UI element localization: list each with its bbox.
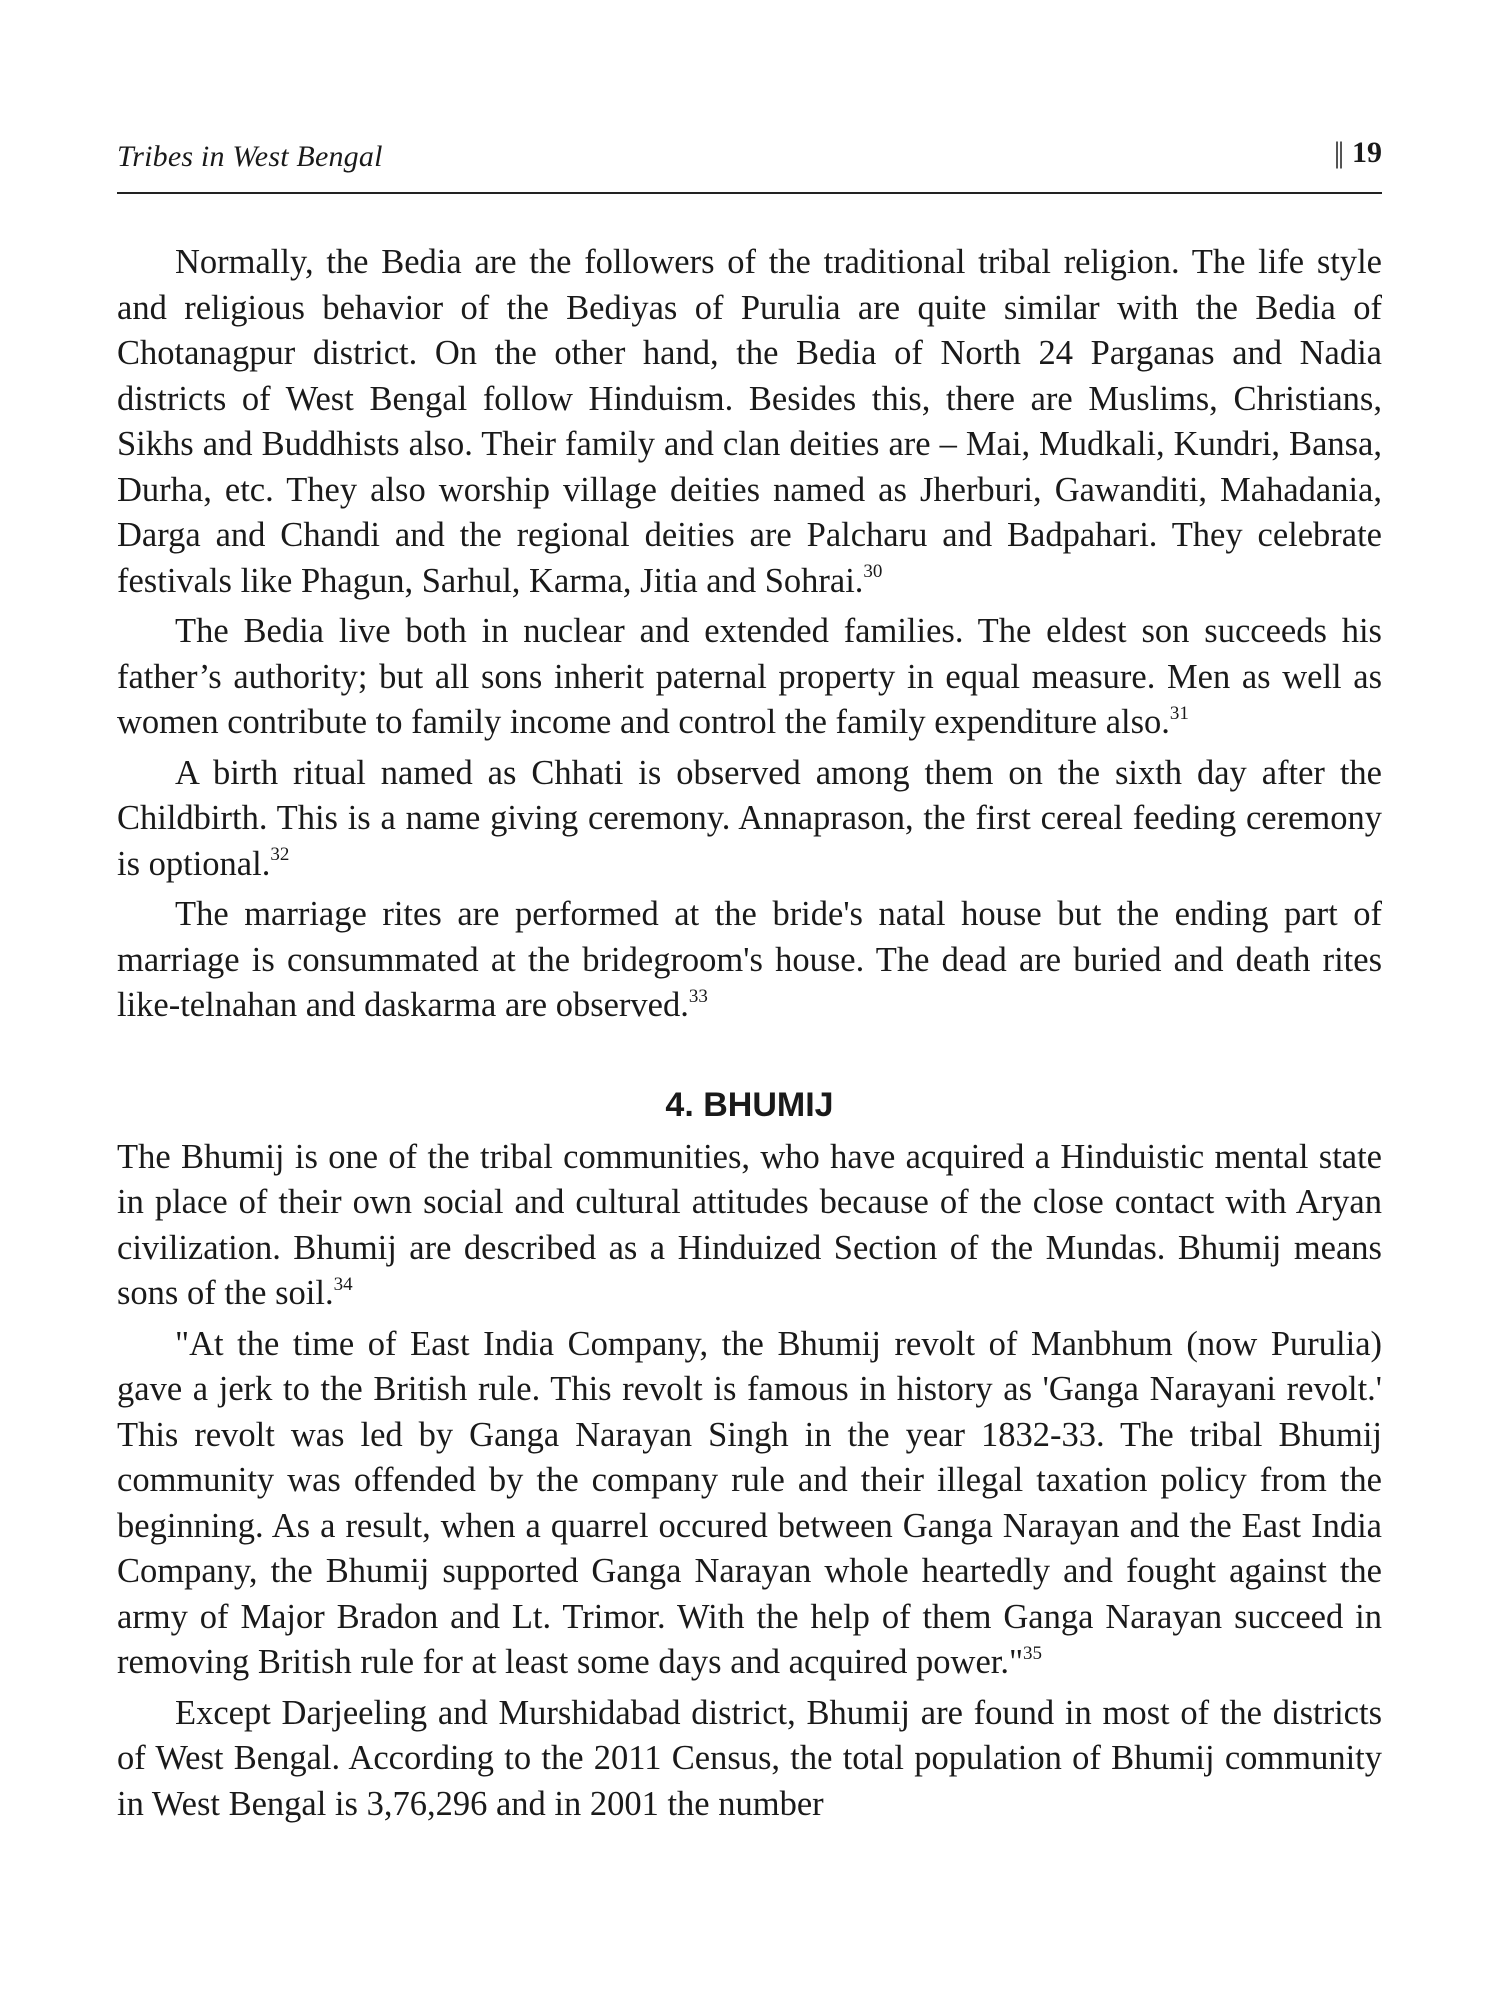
paragraph-bedia-marriage: The marriage rites are performed at the bride's natal house but the ending part of marriage is consummated at the bridegroom's house. The dead are buried and death rites like-telnahan and daskarma are observed.$^{33}$ [117, 895, 1382, 1024]
running-title: Tribes in West Bengal [117, 140, 383, 173]
footnote-ref: 34 [333, 1273, 353, 1295]
paragraph-bedia-birth-ritual: A birth ritual named as Chhati is observed among them on the sixth day after the Childbirth. This is a name giving ceremony. Annaprason, the first cereal feeding ceremony is optional.$^{32}$ [117, 753, 1382, 883]
paragraph-bhumij-intro: The Bhumij is one of the tribal communities, who have acquired a Hinduistic mental state in place of their own social and cultural attitudes because of the close contact with Aryan civilization. Bhumij are described as a Hinduized Section of the Mundas. Bhumij means sons of the soil.$^{34}$ [117, 1137, 1382, 1312]
footnote-ref: 30 [863, 561, 883, 582]
paragraph-bhumij-revolt: "At the time of East India Company, the Bhumij revolt of Manbhum (now Purulia) gave a jerk to the British rule. This revolt is famous in history as 'Ganga Narayani revolt.' This revolt was led by Ganga Narayan Singh in the year 1832-33. The tribal Bhumij community was offended by the company rule and their illegal taxation policy from the beginning. As a result, when a quarrel occured between Ganga Narayan and the East India Company, the Bhumij supported Ganga Narayan whole heartedly and fought against the army of Major Bradon and Lt. Trimor. With the help of them Ganga Narayan succeed in removing British rule for at least some days and acquired power."$^{35}$ [117, 1324, 1382, 1681]
section-heading: 4. BHUMIJ [665, 1085, 834, 1124]
body-text [117, 240, 1382, 1827]
paragraph-bedia-religion: Normally, the Bedia are the followers of the traditional tribal religion. The life style and religious behavior of the Bediyas of Purulia are quite similar with the Bedia of Chotanagpur district. On the other hand, the Bedia of North 24 Parganas and Nadia districts of West Bengal follow Hinduism. Besides this, there are Muslims, Christians, Sikhs and Buddhists also. Their family and clan deities are – Mai, Mudkali, Kundri, Bansa, Durha, etc. They also worship village deities named as Jherburi, Gawanditi, Mahadania, Darga and Chandi and the regional deities are Palcharu and Badpahari. They celebrate festivals like Phagun, Sarhul, Karma, Jitia and Sohrai.$^{30}$ [117, 243, 1382, 600]
page-number-block [1334, 136, 1382, 170]
running-header [117, 136, 1382, 194]
paragraph-bhumij-population: Except Darjeeling and Murshidabad district, Bhumij are found in most of the districts of West Bengal. According to the 2011 Census, the total population of Bhumij community in West Bengal is 3,76,296 and in 2001 the number [117, 1693, 1382, 1823]
footnote-ref: 33 [688, 985, 708, 1007]
page-number: 19 [1352, 136, 1382, 169]
page-number-separator: || [1333, 136, 1342, 169]
paragraph-bedia-family: The Bedia live both in nuclear and extended families. The eldest son succeeds his father’s authority; but all sons inherit paternal property in equal measure. Men as well as women contribute to family income and control the family expenditure also.$^{31}$ [117, 612, 1382, 741]
footnote-ref: 35 [1023, 1642, 1043, 1664]
footnote-ref: 32 [270, 844, 290, 865]
footnote-ref: 31 [1169, 702, 1189, 724]
